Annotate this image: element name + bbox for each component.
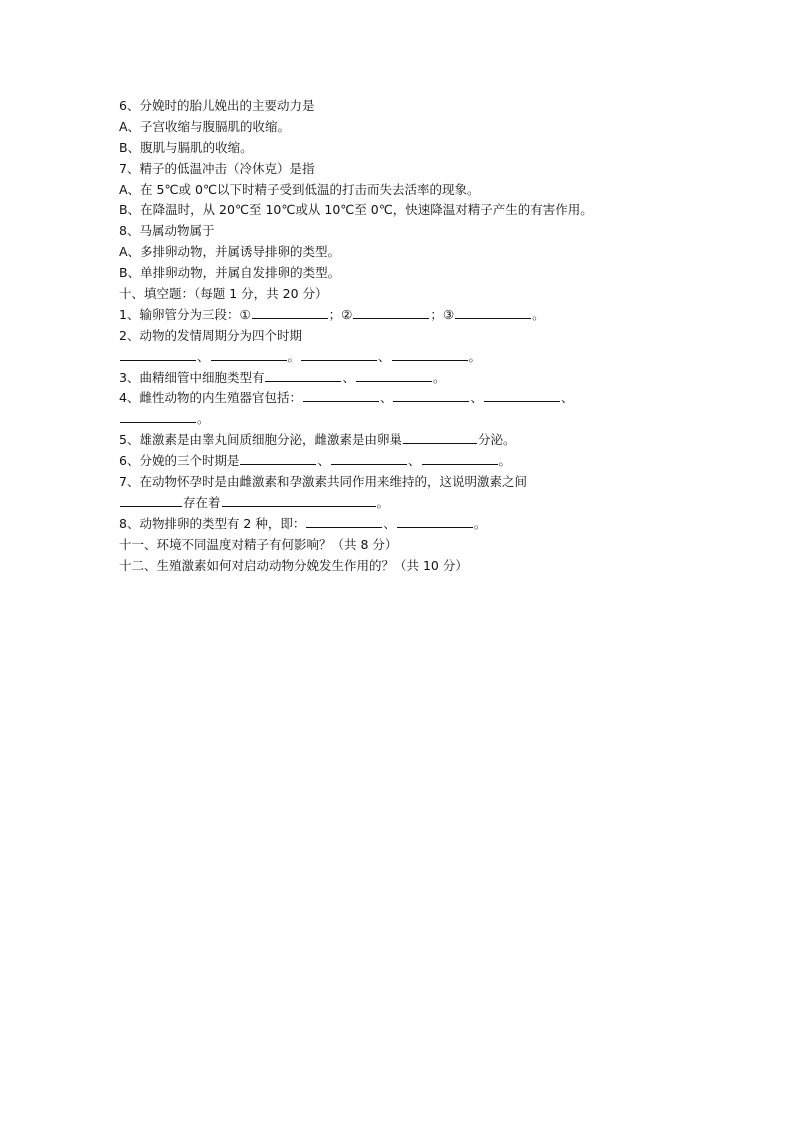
fill-2-sep-1: 、 <box>197 348 210 364</box>
fill-4-blank-1[interactable] <box>303 388 379 402</box>
fill-question-6 <box>119 451 639 472</box>
fill-7-end: 。 <box>376 494 390 510</box>
fill-3-blank-2[interactable] <box>356 368 432 382</box>
exam-content <box>119 96 639 576</box>
fill-question-7-stem: 7、在动物怀孕时是由雌激素和孕激素共同作用来维持的，这说明激素之间 <box>119 474 527 490</box>
fill-1-blank-1[interactable] <box>252 305 328 319</box>
question-8-stem: 8、马属动物属于 <box>119 223 215 239</box>
fill-3-blank-1[interactable] <box>265 368 341 382</box>
fill-question-7-blanks <box>119 493 639 514</box>
fill-2-sep-2: 。 <box>287 348 301 364</box>
fill-7-blank-1[interactable] <box>120 493 182 507</box>
fill-2-end: 。 <box>468 348 482 364</box>
fill-6-sep-1: 、 <box>317 453 330 469</box>
fill-4-sep-1: 、 <box>379 390 393 406</box>
fill-2-sep-3: 、 <box>378 348 391 364</box>
fill-4-blank-3[interactable] <box>484 388 560 402</box>
fill-1-text-c: ；③ <box>430 306 455 322</box>
fill-3-end: 。 <box>432 369 446 385</box>
fill-8-blank-2[interactable] <box>397 514 473 528</box>
fill-2-blank-3[interactable] <box>301 347 377 361</box>
fill-4-end: 。 <box>197 411 210 427</box>
fill-5-stem: 5、雄激素是由睾丸间质细胞分泌，雌激素是由卵巢 <box>119 432 402 448</box>
fill-3-sep: 、 <box>342 369 355 385</box>
fill-4-stem: 4、雌性动物的内生殖器官包括： <box>119 390 302 406</box>
question-6-stem: 6、分娩时的胎儿娩出的主要动力是 <box>119 98 315 113</box>
fill-4-sep-2: 、 <box>470 390 483 406</box>
fill-7-mid: 存在着 <box>183 494 221 510</box>
fill-1-text-b: ；② <box>328 306 353 322</box>
question-8-option-a: A、多排卵动物，并属诱导排卵的类型。 <box>119 244 341 260</box>
question-7-option-b: B、在降温时，从 20℃至 10℃或从 10℃至 0℃，快速降温对精子产生的有害作用。 <box>119 202 593 218</box>
fill-question-1 <box>119 305 639 326</box>
fill-question-8 <box>119 514 639 535</box>
fill-7-blank-2[interactable] <box>222 493 376 507</box>
fill-question-4-continued <box>119 409 639 430</box>
question-7-option-a: A、在 5℃或 0℃以下时精子受到低温的打击而失去活率的现象。 <box>119 181 480 197</box>
fill-6-blank-1[interactable] <box>240 451 316 465</box>
fill-8-blank-1[interactable] <box>306 514 382 528</box>
fill-6-sep-2: 、 <box>407 453 421 469</box>
question-6-option-a: A、子宫收缩与腹膈肌的收缩。 <box>119 118 291 134</box>
fill-4-sep-3: 、 <box>561 390 574 406</box>
fill-6-end: 。 <box>498 453 512 469</box>
fill-6-stem: 6、分娩的三个时期是 <box>119 453 240 469</box>
fill-4-blank-2[interactable] <box>393 388 469 402</box>
fill-question-5 <box>119 430 639 451</box>
fill-question-3 <box>119 368 639 389</box>
fill-question-2-blanks <box>119 347 639 368</box>
section-10-heading: 十、填空题：（每题 1 分，共 20 分） <box>119 286 328 302</box>
fill-4-blank-4[interactable] <box>120 409 196 423</box>
fill-8-stem: 8、动物排卵的类型有 2 种，即： <box>119 515 306 531</box>
section-11-heading: 十一、环境不同温度对精子有何影响？（共 8 分） <box>119 536 398 552</box>
fill-3-stem: 3、曲精细管中细胞类型有 <box>119 369 265 385</box>
fill-2-blank-2[interactable] <box>211 347 287 361</box>
fill-2-blank-4[interactable] <box>392 347 468 361</box>
fill-6-blank-3[interactable] <box>422 451 498 465</box>
question-7-stem: 7、精子的低温冲击（冷休克）是指 <box>119 160 315 176</box>
fill-8-end: 。 <box>473 515 487 531</box>
fill-6-blank-2[interactable] <box>331 451 407 465</box>
question-8-option-b: B、单排卵动物，并属自发排卵的类型。 <box>119 265 341 281</box>
fill-2-blank-1[interactable] <box>120 347 196 361</box>
fill-1-blank-2[interactable] <box>353 305 429 319</box>
fill-1-text-a: 1、输卵管分为三段：① <box>119 306 251 322</box>
fill-1-blank-3[interactable] <box>455 305 531 319</box>
fill-question-4 <box>119 388 639 409</box>
section-12-heading: 十二、生殖激素如何对启动动物分娩发生作用的？（共 10 分） <box>119 557 468 573</box>
fill-1-text-d: 。 <box>532 306 545 322</box>
fill-5-end: 分泌。 <box>477 432 516 448</box>
fill-5-blank[interactable] <box>403 430 477 444</box>
question-6-option-b: B、腹肌与膈肌的收缩。 <box>119 139 253 155</box>
fill-8-sep: 、 <box>383 515 396 531</box>
fill-question-2-stem: 2、动物的发情周期分为四个时期 <box>119 327 302 343</box>
